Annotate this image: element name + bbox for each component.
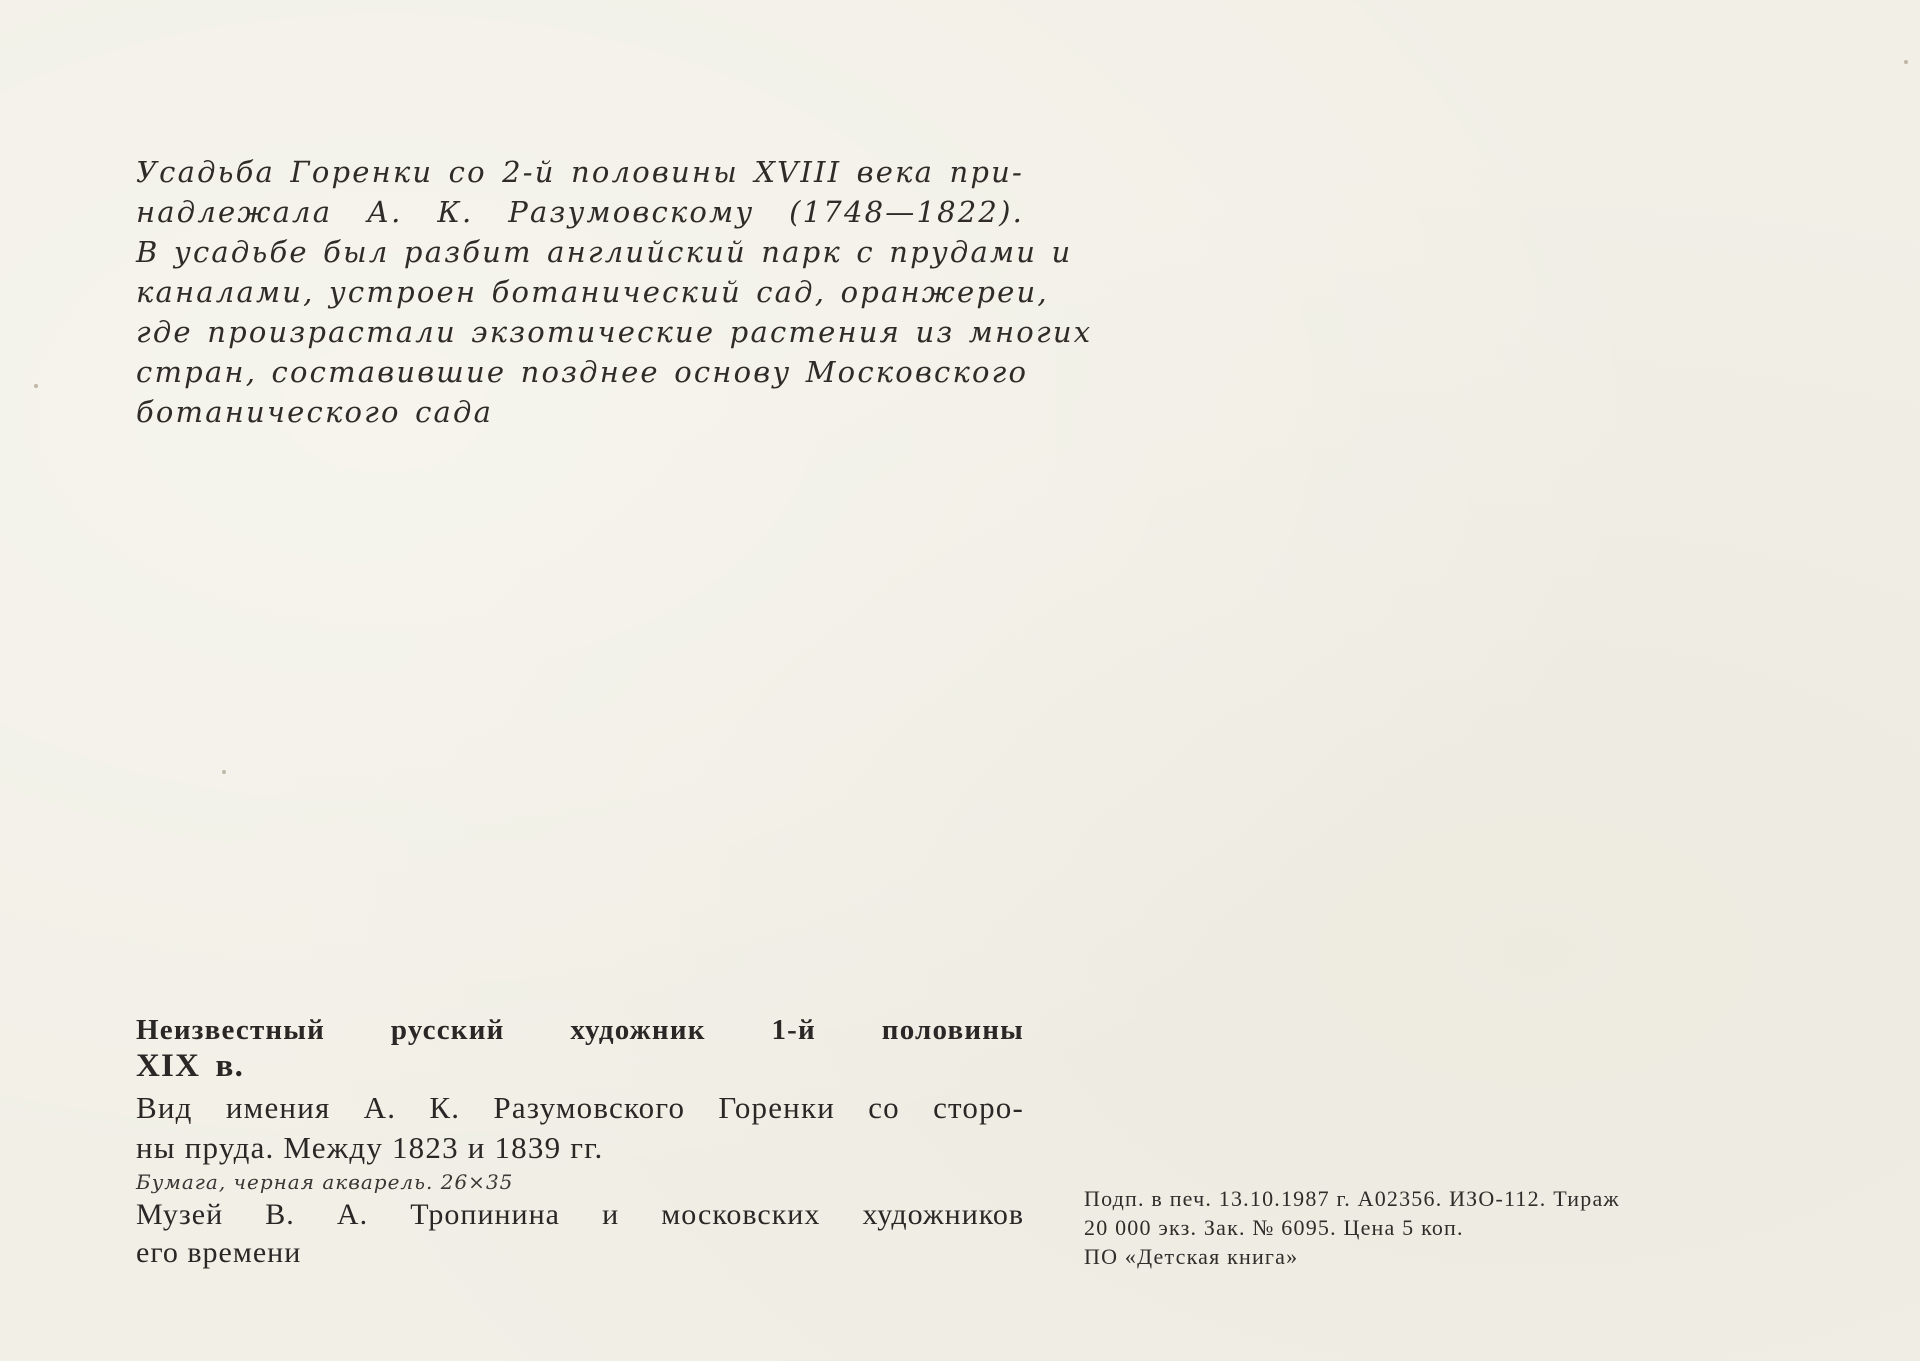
description-line: стран, составившие позднее основу Московского	[136, 355, 1029, 389]
imprint-line: 20 000 экз. Зак. № 6095. Цена 5 коп.	[1084, 1215, 1464, 1240]
artist-line: XIX в.	[136, 1048, 245, 1084]
title-line: ны пруда. Между 1823 и 1839 гг.	[136, 1130, 604, 1165]
publisher-imprint	[1084, 1184, 1796, 1271]
museum-line: Музей В. А. Тропинина и московских художников	[136, 1198, 1024, 1231]
artist-line: Неизвестный русский художник 1-й половины	[136, 1014, 1024, 1046]
title-line: Вид имения А. К. Разумовского Горенки со сторо-	[136, 1090, 1024, 1125]
description-line: Усадьба Горенки со 2-й половины XVIII века при-	[136, 155, 1024, 189]
paper-speck	[34, 384, 38, 388]
museum-name	[136, 1196, 1024, 1272]
description-line: каналами, устроен ботанический сад, оранжереи,	[136, 275, 1049, 309]
imprint-line: Подп. в печ. 13.10.1987 г. А02356. ИЗО-112. Тираж	[1084, 1186, 1620, 1211]
description-text	[136, 152, 1093, 432]
paper-speck	[222, 770, 226, 774]
description-line: В усадьбе был разбит английский парк с прудами и	[136, 235, 1073, 269]
artist-name	[136, 1012, 1024, 1084]
description-line: ботанического сада	[136, 395, 494, 429]
description-line: где произрастали экзотические растения из многих	[136, 315, 1093, 349]
artwork-caption	[136, 1012, 1024, 1272]
artwork-title	[136, 1088, 1024, 1168]
artwork-medium: Бумага, черная акварель. 26×35	[136, 1170, 514, 1194]
paper-speck	[1904, 60, 1908, 64]
description-line: надлежала А. К. Разумовскому (1748—1822).	[136, 195, 1024, 229]
imprint-line: ПО «Детская книга»	[1084, 1244, 1299, 1269]
museum-line: его времени	[136, 1236, 302, 1269]
